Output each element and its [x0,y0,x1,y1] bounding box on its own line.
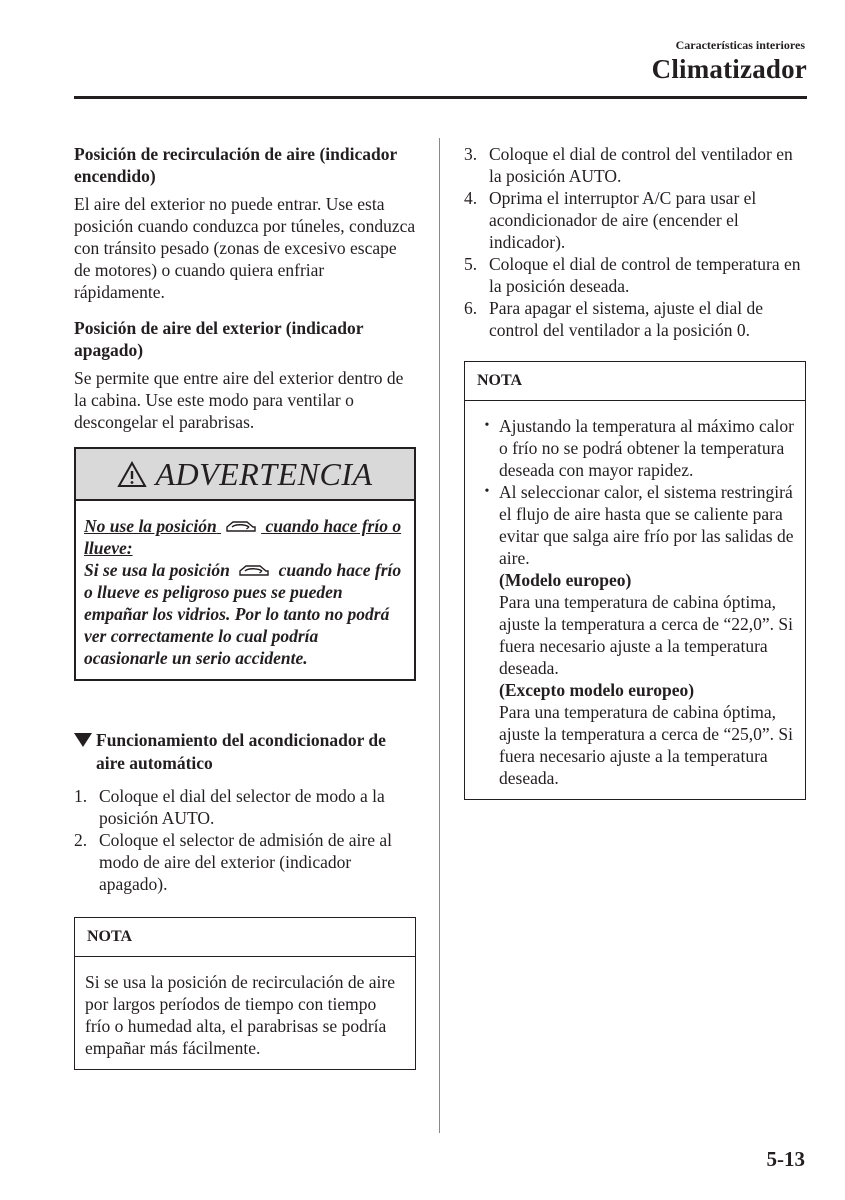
recirculation-heading: Posición de recirculación de aire (indicador encendido) [74,144,397,186]
step-number: 4. [464,188,478,208]
step-number: 2. [74,830,88,850]
note-bullet-content [499,481,795,789]
step-number: 1. [74,786,88,806]
page-number: 5-13 [766,1147,805,1171]
non-european-model-text: Para una temperatura de cabina óptima, ajuste la temperatura a cerca de “25,0”. Si fuera necesario ajuste a la temperatura deseada. [499,702,793,788]
bullet-icon: • [484,484,490,499]
step-text: Oprima el interruptor A/C para usar el acondicionador de aire (encender el indicador). [489,188,757,252]
outside-air-text: Se permite que entre aire del exterior dentro de la cabina. Use este modo para ventilar o descongelar el parabrisas. [74,368,404,432]
list-item [475,481,795,789]
note-bullet-text: Al seleccionar calor, el sistema restringirá el flujo de aire hasta que se caliente para evitar que salga aire frío por las salidas de aire. [499,482,794,568]
note-heading: NOTA [465,362,805,401]
recirculation-icon [236,562,272,578]
warning-line1-a: No use la posición [84,516,217,536]
note-bullet-list [475,415,795,789]
list-item [74,829,416,895]
european-model-text: Para una temperatura de cabina óptima, ajuste la temperatura a cerca de “22,0”. Si fuera necesario ajuste a la temperatura deseada. [499,592,793,678]
section-title: Funcionamiento del acondicionador de aire automático [96,730,386,773]
list-item [464,297,806,341]
chapter-label: Características interiores [675,38,805,52]
warning-detail-line [84,559,406,669]
note-bullet-text: Ajustando la temperatura al máximo calor o frío no se podrá obtener la temperatura deseada con mayor rapidez. [499,416,794,480]
european-model-label: (Modelo europeo) [499,570,632,590]
step-number: 6. [464,298,478,318]
step-text: Coloque el dial de control del ventilador en la posición AUTO. [489,144,793,186]
left-column [74,143,416,1070]
recirculation-text: El aire del exterior no puede entrar. Use esta posición cuando conduzca por túneles, conduzca con tránsito pesado (zonas de excesivo escape de motores) o cuando quiera enfriar rápidamente. [74,194,416,302]
header-rule [74,96,807,99]
list-item [464,143,806,187]
step-number: 3. [464,144,478,164]
warning-box [74,447,416,681]
recirculation-icon [223,518,259,534]
warning-header [76,449,414,501]
note-body [465,401,805,799]
step-text: Coloque el dial de control de temperatura en la posición deseada. [489,254,801,296]
step-text: Coloque el selector de admisión de aire al modo de aire del exterior (indicador apagado). [99,830,393,894]
section-heading [74,729,416,775]
triangle-marker-icon [74,733,92,747]
column-divider [439,138,440,1133]
warning-line2-a: Si se usa la posición [84,560,230,580]
warning-body [76,501,414,679]
step-text: Coloque el dial del selector de modo a la posición AUTO. [99,786,385,828]
warning-line1-b: cuando hace frío o llueve: [84,516,402,558]
note-box-left [74,917,416,1070]
right-column [464,143,806,800]
warning-line2-b: cuando hace frío o llueve es peligroso pues se pueden empañar los vidrios. Por lo tanto no podrá ver correctamente lo cual podría ocasionarle un serio accidente. [84,560,402,668]
note-box-right [464,361,806,800]
step-number: 5. [464,254,478,274]
list-item [475,415,795,481]
outside-air-heading: Posición de aire del exterior (indicador apagado) [74,318,364,360]
warning-title: ADVERTENCIA [155,456,373,492]
note-text: Si se usa la posición de recirculación de aire por largos períodos de tiempo con tiempo frío o humedad alta, el parabrisas se podría empañar más fácilmente. [85,972,396,1058]
bullet-icon: • [484,418,490,433]
step-text: Para apagar el sistema, ajuste el dial de control del ventilador a la posición 0. [489,298,764,340]
warning-triangle-icon [117,461,147,488]
page-title: Climatizador [651,54,807,84]
steps-list-left [74,785,416,895]
list-item [74,785,416,829]
list-item [464,253,806,297]
note-heading: NOTA [75,918,415,957]
steps-list-right [464,143,806,341]
note-body [75,957,415,1069]
non-european-model-label: (Excepto modelo europeo) [499,680,695,700]
warning-caution-line [84,515,406,559]
list-item [464,187,806,253]
